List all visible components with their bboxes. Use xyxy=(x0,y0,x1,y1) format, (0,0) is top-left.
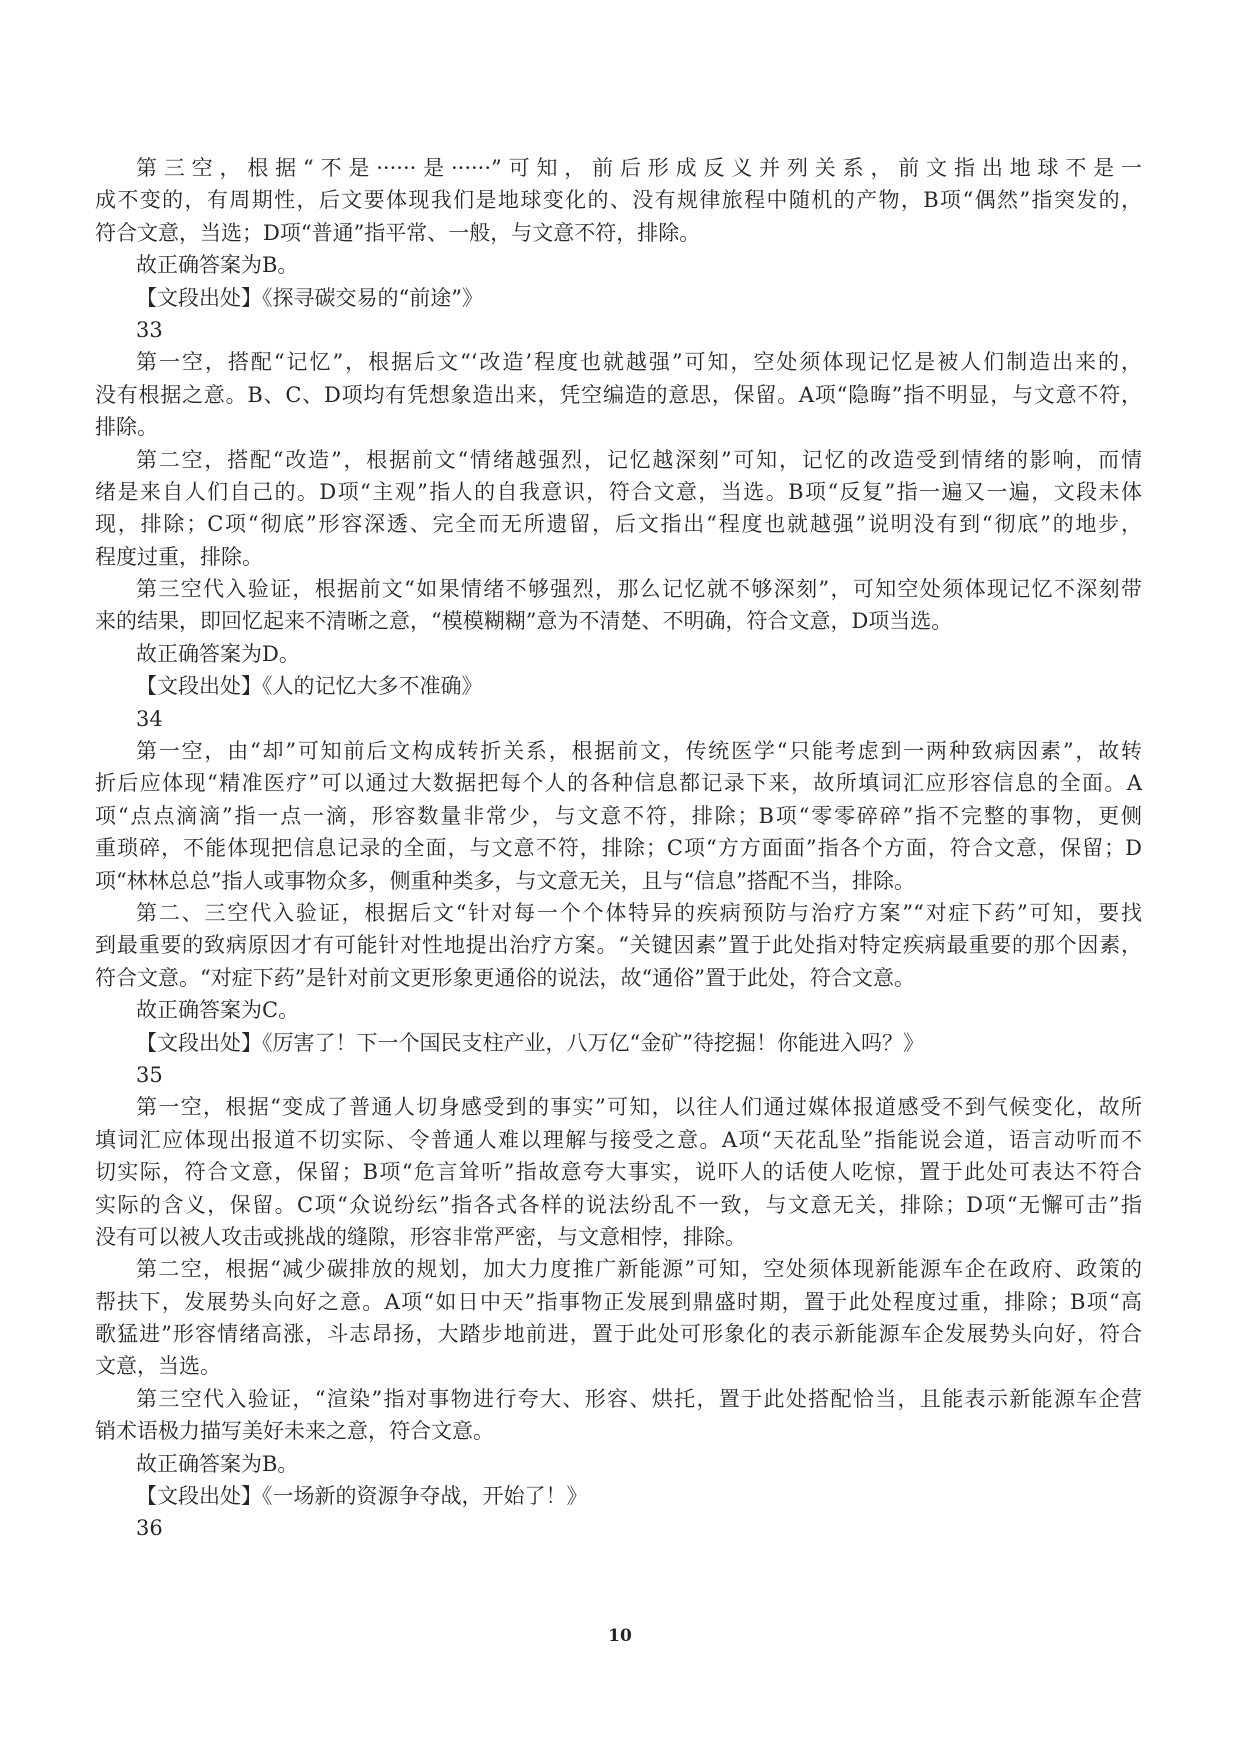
paragraph xyxy=(95,314,1142,346)
text-line: 【文段出处】《一场新的资源争夺战，开始了！》 xyxy=(136,1484,588,1509)
text-line: 第三空代入验证，根据前文“如果情绪不够强烈，那么记忆就不够深刻”，可知空处须体现记忆不深刻带 xyxy=(136,577,1142,602)
text-line: 没有可以被人攻击或挑战的缝隙，形容非常严密，与文意相悖，排除。 xyxy=(95,1224,746,1249)
text-line: 来的结果，即回忆起来不清晰之意，“模模糊糊”意为不清楚、不明确，符合文意，D项当选。 xyxy=(95,609,953,634)
text-line: 故正确答案为B。 xyxy=(136,1451,299,1476)
paragraph xyxy=(95,346,1142,443)
text-line: 项“林林总总”指人或事物众多，侧重种类多，与文意无关，且与“信息”搭配不当，排除。 xyxy=(95,868,915,893)
text-line: 33 xyxy=(136,317,163,342)
paragraph xyxy=(95,1383,1142,1448)
text-line: 故正确答案为D。 xyxy=(136,641,300,666)
text-line: 切实际，符合文意，保留；B项“危言耸听”指故意夸大事实，说吓人的话使人吃惊，置于此处可表达不符合 xyxy=(95,1160,1142,1185)
text-line: 第一空，由“却”可知前后文构成转折关系，根据前文，传统医学“只能考虑到一两种致病因素”，故转 xyxy=(136,739,1142,764)
paragraph xyxy=(95,573,1142,638)
text-line: 排除。 xyxy=(95,415,158,440)
paragraph xyxy=(95,638,1142,670)
text-line: 销术语极力描写美好未来之意，符合文意。 xyxy=(95,1419,494,1444)
paragraph xyxy=(95,1253,1142,1383)
text-line: 成不变的，有周期性，后文要体现我们是地球变化的、没有规律旅程中随机的产物，B项“偶然”指突发的， xyxy=(95,188,1142,213)
paragraph xyxy=(95,994,1142,1026)
paragraph xyxy=(95,670,1142,702)
paragraph xyxy=(95,1091,1142,1253)
text-line: 歌猛进”形容情绪高涨，斗志昂扬，大踏步地前进，置于此处可形象化的表示新能源车企发展势头向好，符合 xyxy=(95,1322,1142,1347)
text-line: 折后应体现“精准医疗”可以通过大数据把每个人的各种信息都记录下来，故所填词汇应形容信息的全面。A xyxy=(95,771,1142,796)
text-line: 第二、三空代入验证，根据后文“针对每一个个体特异的疾病预防与治疗方案”“对症下药”可知，要找 xyxy=(136,900,1142,925)
paragraph xyxy=(95,444,1142,574)
text-line: 【文段出处】《厉害了！下一个国民支柱产业，八万亿“金矿”待挖掘！你能进入吗？》 xyxy=(136,1030,924,1055)
text-line: 【文段出处】《探寻碳交易的“前途”》 xyxy=(136,285,483,310)
document-body xyxy=(95,152,1142,1545)
paragraph xyxy=(95,735,1142,897)
text-line: 34 xyxy=(136,706,163,731)
text-line: 现，排除；C项“彻底”形容深透、完全而无所遗留，后文指出“程度也就越强”说明没有到“彻底”的地步， xyxy=(95,512,1142,537)
text-line: 第三空代入验证，“渲染”指对事物进行夸大、形容、烘托，置于此处搭配恰当，且能表示新能源车企营 xyxy=(136,1386,1142,1411)
paragraph xyxy=(95,1448,1142,1480)
paragraph xyxy=(95,1512,1142,1544)
text-line: 第三空，根据“不是······是······”可知，前后形成反义并列关系，前文指出地球不是一 xyxy=(136,156,1142,180)
text-line: 符合文意。“对症下药”是针对前文更形象更通俗的说法，故“通俗”置于此处，符合文意。 xyxy=(95,965,915,990)
paragraph xyxy=(95,152,1142,249)
paragraph xyxy=(95,897,1142,994)
paragraph xyxy=(95,249,1142,281)
text-line: 填词汇应体现出报道不切实际、令普通人难以理解与接受之意。A项“天花乱坠”指能说会道，语言动听而不 xyxy=(95,1127,1142,1152)
page-number: 10 xyxy=(608,1626,632,1646)
text-line: 故正确答案为C。 xyxy=(136,998,300,1023)
text-line: 实际的含义，保留。C项“众说纷纭”指各式各样的说法纷乱不一致，与文意无关，排除；D项“无懈可击”指 xyxy=(95,1192,1142,1217)
text-line: 第二空，根据“减少碳排放的规划，加大力度推广新能源”可知，空处须体现新能源车企在政府、政策的 xyxy=(136,1257,1142,1282)
text-line: 绪是来自人们自己的。D项“主观”指人的自我意识，符合文意，当选。B项“反复”指一遍又一遍，文段未体 xyxy=(95,479,1142,504)
text-line: 符合文意，当选；D项“普通”指平常、一般，与文意不符，排除。 xyxy=(95,220,701,245)
text-line: 项“点点滴滴”指一点一滴，形容数量非常少，与文意不符，排除；B项“零零碎碎”指不完整的事物，更侧 xyxy=(95,803,1142,828)
text-line: 故正确答案为B。 xyxy=(136,253,299,278)
paragraph xyxy=(95,1027,1142,1059)
text-line: 第一空，根据“变成了普通人切身感受到的事实”可知，以往人们通过媒体报道感受不到气候变化，故所 xyxy=(136,1095,1142,1120)
paragraph xyxy=(95,282,1142,314)
text-line: 没有根据之意。B、C、D项均有凭想象造出来，凭空编造的意思，保留。A项“隐晦”指不明显，与文意不符， xyxy=(95,382,1142,407)
paragraph xyxy=(95,1059,1142,1091)
text-line: 到最重要的致病原因才有可能针对性地提出治疗方案。“关键因素”置于此处指对特定疾病最重要的那个因素， xyxy=(95,933,1142,958)
text-line: 第一空，搭配“记忆”，根据后文“‘改造’程度也就越强”可知，空处须体现记忆是被人们制造出来的， xyxy=(136,350,1142,375)
text-line: 程度过重，排除。 xyxy=(95,544,263,569)
paragraph xyxy=(95,703,1142,735)
paragraph xyxy=(95,1480,1142,1512)
text-line: 帮扶下，发展势头向好之意。A项“如日中天”指事物正发展到鼎盛时期，置于此处程度过重，排除；B项“高 xyxy=(95,1289,1142,1314)
text-line: 第二空，搭配“改造”，根据前文“情绪越强烈，记忆越深刻”可知，记忆的改造受到情绪的影响，而情 xyxy=(136,447,1142,472)
text-line: 【文段出处】《人的记忆大多不准确》 xyxy=(136,674,483,699)
text-line: 重琐碎，不能体现把信息记录的全面，与文意不符，排除；C项“方方面面”指各个方面，符合文意，保留；D xyxy=(95,836,1142,861)
text-line: 36 xyxy=(136,1516,163,1541)
text-line: 35 xyxy=(136,1062,163,1087)
text-line: 文意，当选。 xyxy=(95,1354,221,1379)
